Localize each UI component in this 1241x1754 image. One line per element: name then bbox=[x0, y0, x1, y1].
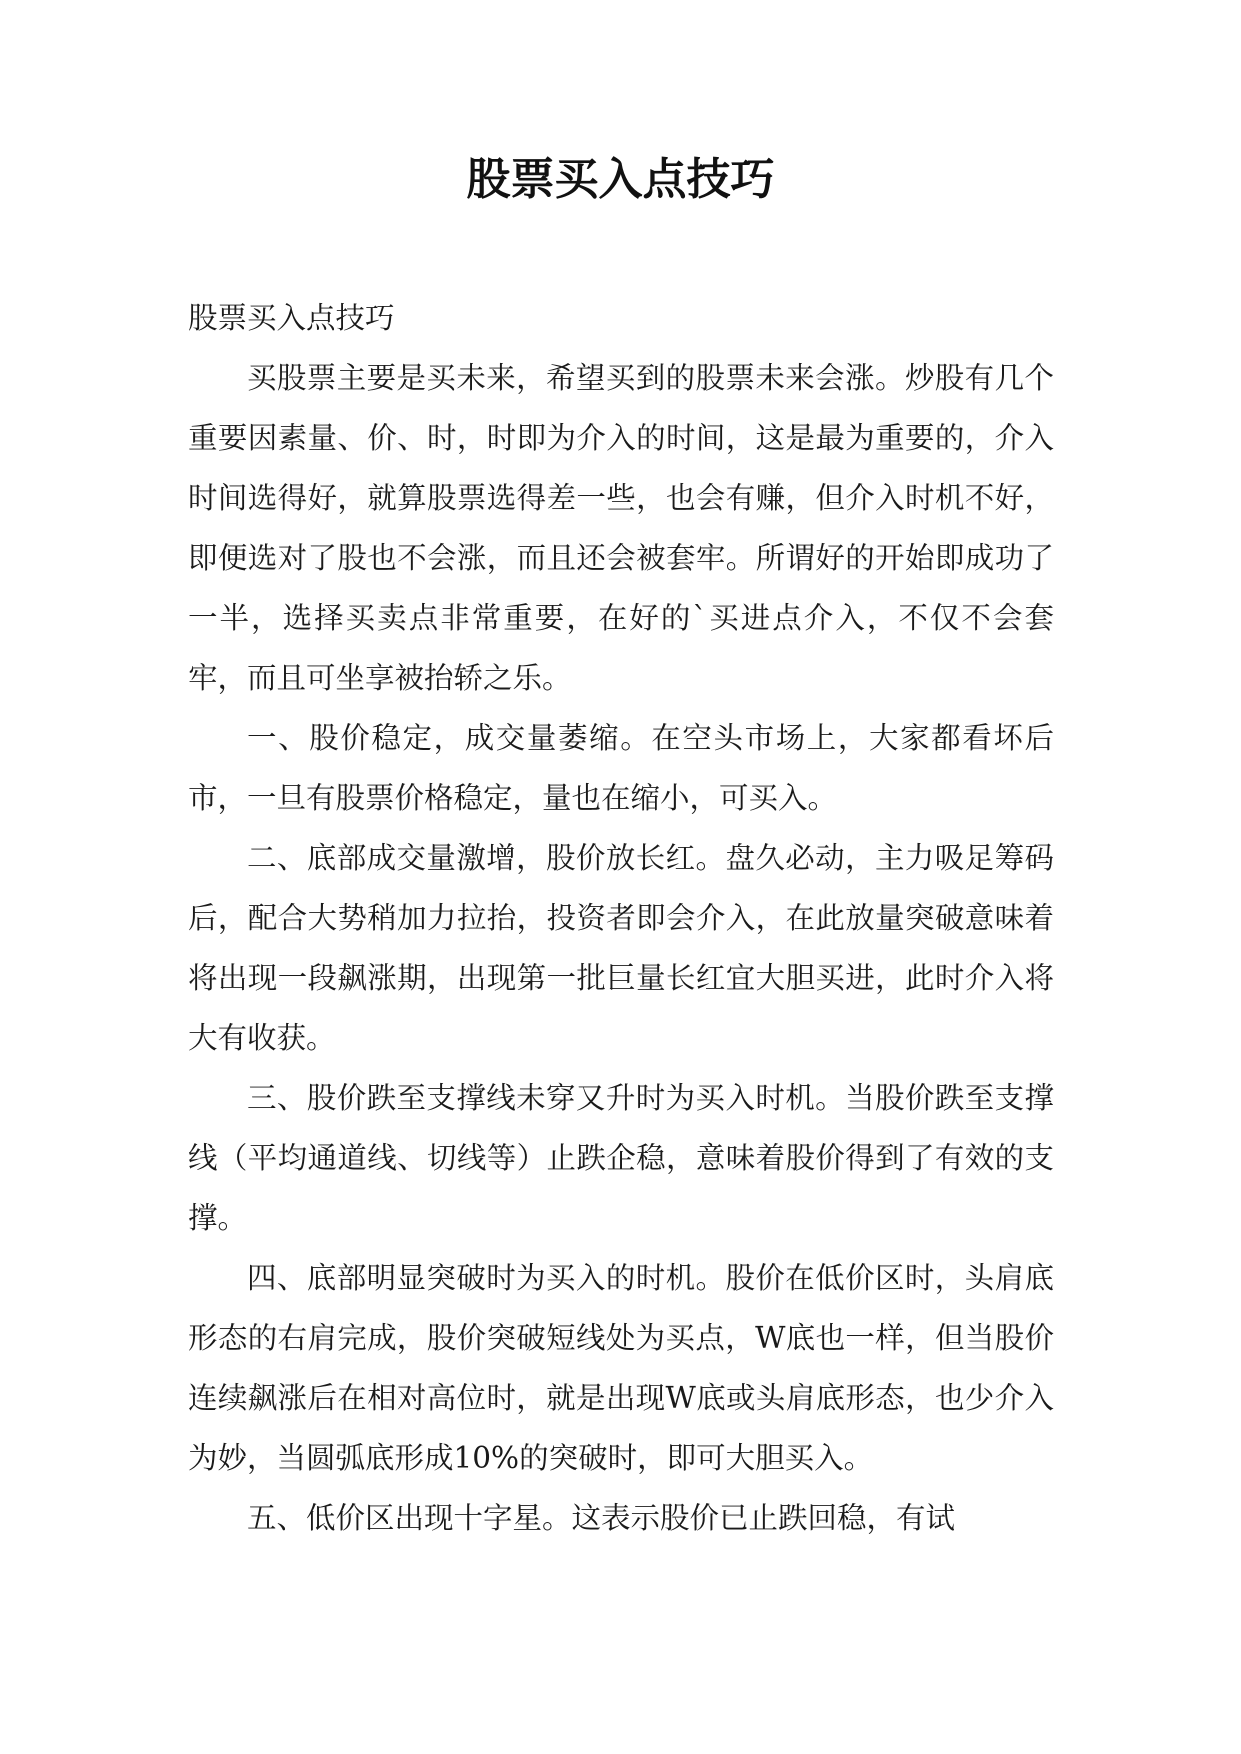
document-body bbox=[188, 288, 1054, 1548]
paragraph-point-3: 三、股价跌至支撑线未穿又升时为买入时机。当股价跌至支撑线（平均通道线、切线等）止跌企稳，意味着股价得到了有效的支撑。 bbox=[188, 1081, 1054, 1235]
paragraph-point-2: 二、底部成交量激增，股价放长红。盘久必动，主力吸足筹码后，配合大势稍加力拉抬，投资者即会介入，在此放量突破意味着将出现一段飙涨期，出现第一批巨量长红宜大胆买进，此时介入将大有收获。 bbox=[188, 841, 1054, 1055]
paragraph-point-5: 五、低价区出现十字星。这表示股价已止跌回稳，有试 bbox=[247, 1501, 956, 1535]
document-title: 股票买入点技巧 bbox=[466, 154, 775, 205]
document-subtitle: 股票买入点技巧 bbox=[188, 301, 395, 335]
paragraph-intro: 买股票主要是买未来，希望买到的股票未来会涨。炒股有几个重要因素量、价、时，时即为介入的时间，这是最为重要的，介入时间选得好，就算股票选得差一些，也会有赚，但介入时机不好，即便选对了股也不会涨，而且还会被套牢。所谓好的开始即成功了一半，选择买卖点非常重要，在好的`买进点介入，不仅不会套牢，而且可坐享被抬轿之乐。 bbox=[188, 361, 1054, 695]
paragraph-point-1: 一、股价稳定，成交量萎缩。在空头市场上，大家都看坏后市，一旦有股票价格稳定，量也在缩小，可买入。 bbox=[188, 721, 1054, 815]
paragraph-point-4: 四、底部明显突破时为买入的时机。股价在低价区时，头肩底形态的右肩完成，股价突破短线处为买点，W底也一样，但当股价连续飙涨后在相对高位时，就是出现W底或头肩底形态，也少介入为妙，当圆弧底形成10%的突破时，即可大胆买入。 bbox=[188, 1261, 1054, 1475]
